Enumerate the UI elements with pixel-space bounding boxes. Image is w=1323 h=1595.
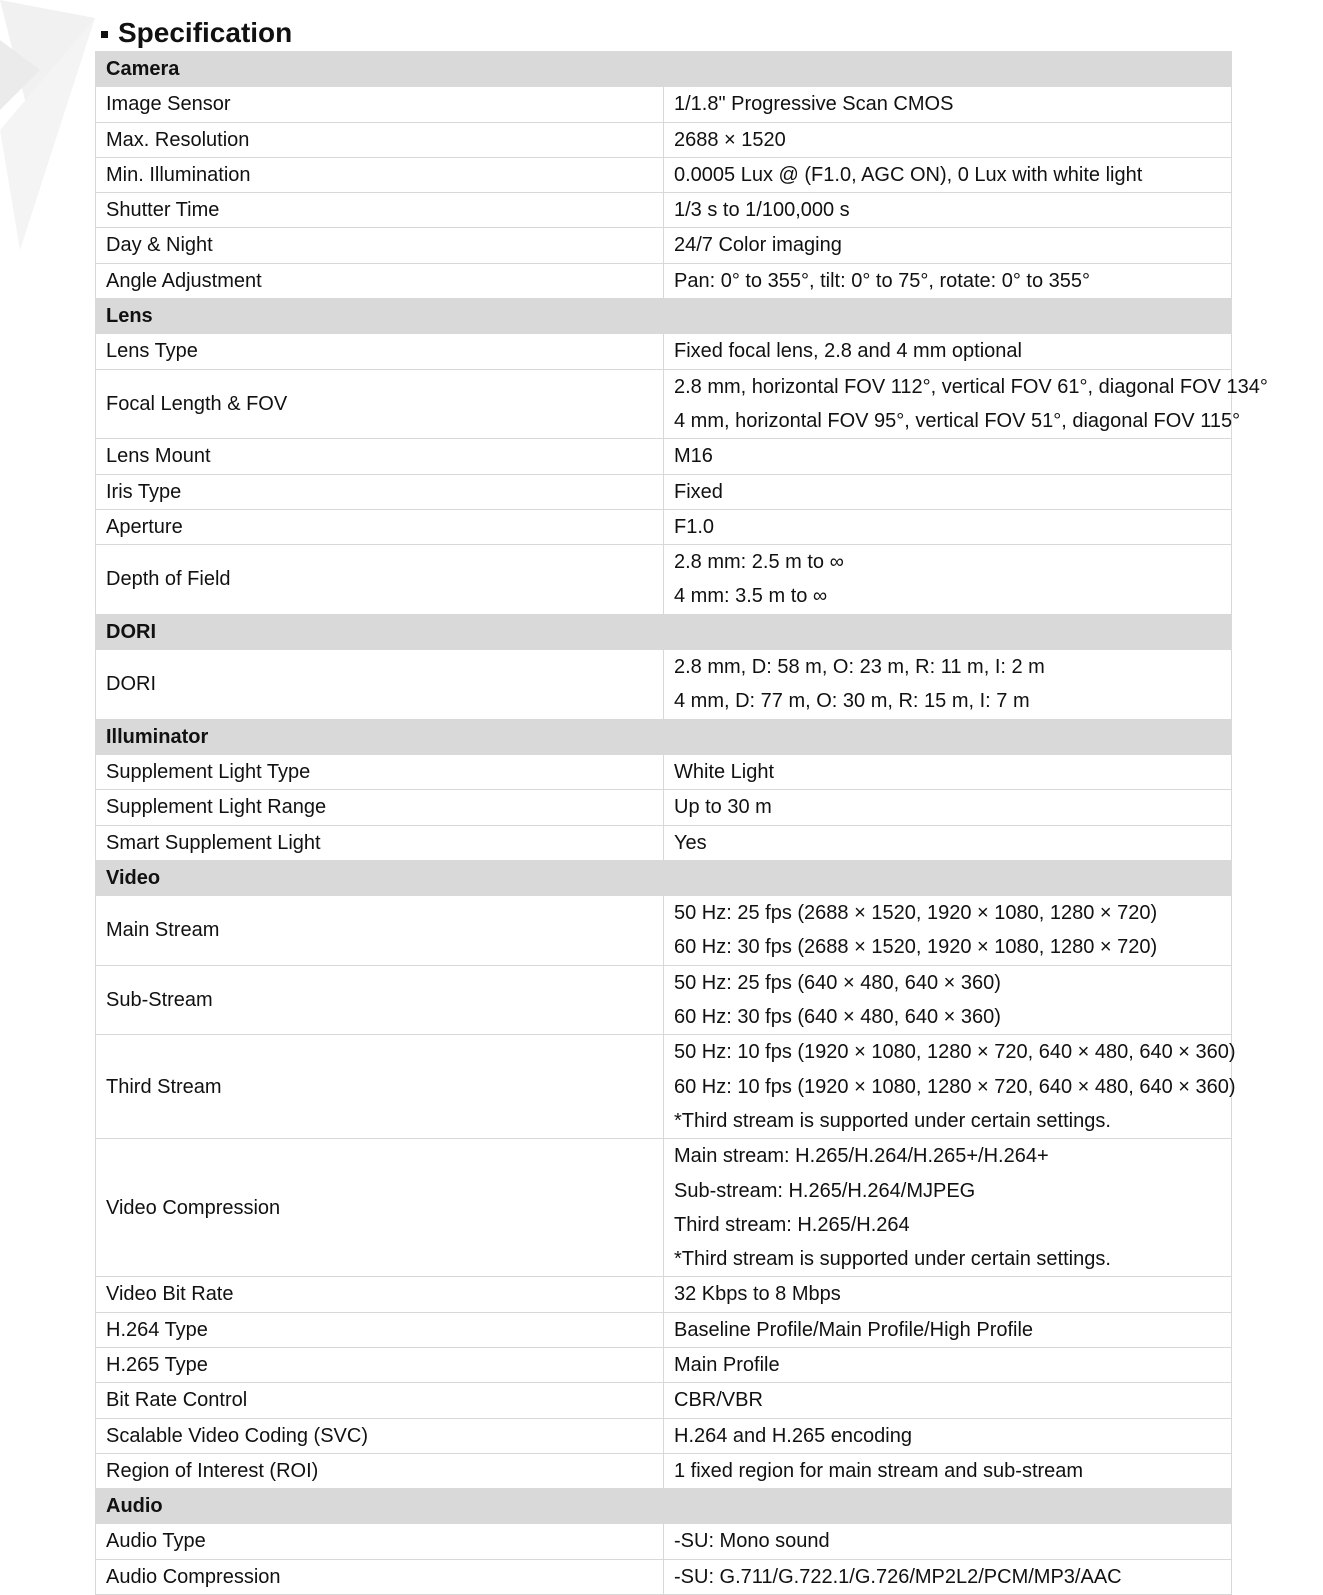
section-header-row [96,1489,1232,1524]
table-row [96,263,1232,298]
table-row [96,965,1232,1035]
spec-label: Audio Type [96,1524,664,1559]
page-title-text: Specification [118,17,293,48]
section-header-row [96,860,1232,895]
spec-value [664,1312,1232,1347]
section-header-row [96,52,1232,87]
spec-label: Focal Length & FOV [96,369,664,439]
spec-value [664,754,1232,789]
table-row [96,122,1232,157]
spec-label: Scalable Video Coding (SVC) [96,1418,664,1453]
spec-value-line: 60 Hz: 30 fps (640 × 480, 640 × 360) [674,1006,1001,1029]
spec-value [664,369,1268,439]
spec-label: Lens Type [96,334,664,369]
decorative-watermark-shape [0,0,110,270]
spec-value-line: Sub-stream: H.265/H.264/MJPEG [674,1179,976,1202]
spec-value-line: F1.0 [674,515,715,538]
section-header-row [96,719,1232,754]
spec-value [664,1559,1232,1594]
table-row [96,509,1232,544]
spec-value-line: H.264 and H.265 encoding [674,1424,912,1447]
spec-value-line: 1/3 s to 1/100,000 s [674,199,850,222]
spec-value-line: Third stream: H.265/H.264 [674,1213,910,1236]
table-row [96,87,1232,122]
spec-label: Shutter Time [96,193,664,228]
spec-label: Main Stream [96,896,664,966]
table-row [96,228,1232,263]
spec-label: Image Sensor [96,87,664,122]
spec-value-line: 60 Hz: 30 fps (2688 × 1520, 1920 × 1080, 1280 × 720) [674,936,1158,959]
specification-table [95,51,1268,1595]
spec-label: Supplement Light Type [96,754,664,789]
spec-label: Audio Compression [96,1559,664,1594]
table-row [96,545,1232,615]
table-row [96,1139,1232,1277]
spec-value [664,228,1232,263]
spec-value-line: Main stream: H.265/H.264/H.265+/H.264+ [674,1145,1049,1168]
spec-value-line: 2.8 mm: 2.5 m to ∞ [674,551,844,574]
spec-value [664,509,1232,544]
section-header-row [96,614,1232,649]
table-row [96,1418,1232,1453]
spec-value-line: 50 Hz: 25 fps (640 × 480, 640 × 360) [674,971,1001,994]
spec-value [664,474,1232,509]
spec-label: Smart Supplement Light [96,825,664,860]
spec-value-line: 1/1.8" Progressive Scan CMOS [674,93,954,116]
spec-value-line: -SU: G.711/G.722.1/G.726/MP2L2/PCM/MP3/AAC [674,1565,1122,1588]
table-row [96,334,1232,369]
spec-value [664,1383,1232,1418]
spec-value-line: 24/7 Color imaging [674,234,842,257]
spec-value [664,965,1232,1035]
spec-label: Min. Illumination [96,157,664,192]
spec-value-line: 1 fixed region for main stream and sub-stream [674,1459,1084,1482]
spec-label: Max. Resolution [96,122,664,157]
spec-value [664,1035,1236,1139]
section-title: Lens [96,299,1232,334]
spec-label: Angle Adjustment [96,263,664,298]
table-row [96,1559,1232,1594]
table-row [96,1277,1232,1312]
spec-value-line: 2.8 mm, horizontal FOV 112°, vertical FOV 61°, diagonal FOV 134° [674,375,1268,398]
section-title: Video [96,860,1232,895]
spec-label: DORI [96,650,664,720]
spec-value-line: Up to 30 m [674,796,772,819]
spec-label: Depth of Field [96,545,664,615]
spec-value-line: CBR/VBR [674,1389,763,1412]
spec-value [664,545,1232,615]
table-row [96,157,1232,192]
spec-value [664,1277,1232,1312]
spec-label: Sub-Stream [96,965,664,1035]
spec-label: Region of Interest (ROI) [96,1453,664,1488]
section-title: Camera [96,52,1232,87]
spec-value-line: 4 mm, D: 77 m, O: 30 m, R: 15 m, I: 7 m [674,690,1030,713]
spec-value [664,1139,1232,1277]
spec-value-line: 32 Kbps to 8 Mbps [674,1283,841,1306]
spec-value [664,157,1232,192]
spec-value-line: Fixed [674,480,723,503]
spec-value-line: 4 mm: 3.5 m to ∞ [674,585,828,608]
spec-value [664,122,1232,157]
spec-value-line: 50 Hz: 25 fps (2688 × 1520, 1920 × 1080, 1280 × 720) [674,902,1158,925]
table-row [96,193,1232,228]
spec-value [664,825,1232,860]
title-bullet-icon [101,31,108,38]
table-row [96,825,1232,860]
spec-value [664,1524,1232,1559]
spec-value-line: Pan: 0° to 355°, tilt: 0° to 75°, rotate: 0° to 355° [674,269,1091,292]
table-row [96,896,1232,966]
table-row [96,1524,1232,1559]
spec-value-line: 0.0005 Lux @ (F1.0, AGC ON), 0 Lux with white light [674,163,1143,186]
table-row [96,1312,1232,1347]
spec-value-line: *Third stream is supported under certain settings. [674,1109,1111,1132]
spec-value [664,87,1232,122]
spec-value-line: 50 Hz: 10 fps (1920 × 1080, 1280 × 720, 640 × 480, 640 × 360) [674,1041,1236,1064]
spec-value-line: 4 mm, horizontal FOV 95°, vertical FOV 51°, diagonal FOV 115° [674,409,1241,432]
spec-label: Video Compression [96,1139,664,1277]
spec-value-line: -SU: Mono sound [674,1530,830,1553]
section-title: DORI [96,614,1232,649]
spec-label: H.265 Type [96,1347,664,1382]
spec-value [664,439,1232,474]
spec-value [664,263,1232,298]
spec-label: Lens Mount [96,439,664,474]
table-row [96,439,1232,474]
table-row [96,790,1232,825]
section-header-row [96,299,1232,334]
spec-value [664,790,1232,825]
spec-value-line: Main Profile [674,1353,780,1376]
spec-label: Day & Night [96,228,664,263]
spec-label: Supplement Light Range [96,790,664,825]
section-title: Audio [96,1489,1232,1524]
spec-value-line: White Light [674,760,775,783]
spec-label: Iris Type [96,474,664,509]
spec-value-line: Yes [674,831,707,854]
spec-value [664,650,1232,720]
spec-value-line: Baseline Profile/Main Profile/High Profile [674,1318,1034,1341]
table-row [96,474,1232,509]
table-row [96,754,1232,789]
spec-label: Third Stream [96,1035,664,1139]
spec-value [664,1418,1232,1453]
spec-value [664,334,1232,369]
spec-value-line: Fixed focal lens, 2.8 and 4 mm optional [674,340,1022,363]
spec-value-line: M16 [674,445,713,468]
spec-label: Video Bit Rate [96,1277,664,1312]
spec-label: Bit Rate Control [96,1383,664,1418]
table-row [96,1347,1232,1382]
spec-value [664,1347,1232,1382]
table-row [96,1035,1232,1139]
table-row [96,1453,1232,1488]
spec-value [664,193,1232,228]
spec-value-line: 60 Hz: 10 fps (1920 × 1080, 1280 × 720, 640 × 480, 640 × 360) [674,1075,1236,1098]
spec-label: H.264 Type [96,1312,664,1347]
spec-value-line: *Third stream is supported under certain settings. [674,1248,1111,1271]
section-title: Illuminator [96,719,1232,754]
table-row [96,369,1232,439]
spec-value-line: 2688 × 1520 [674,128,786,151]
table-row [96,650,1232,720]
spec-value [664,896,1232,966]
page-title [101,14,292,52]
spec-label: Aperture [96,509,664,544]
spec-value [664,1453,1232,1488]
spec-value-line: 2.8 mm, D: 58 m, O: 23 m, R: 11 m, I: 2 m [674,656,1045,679]
table-row [96,1383,1232,1418]
